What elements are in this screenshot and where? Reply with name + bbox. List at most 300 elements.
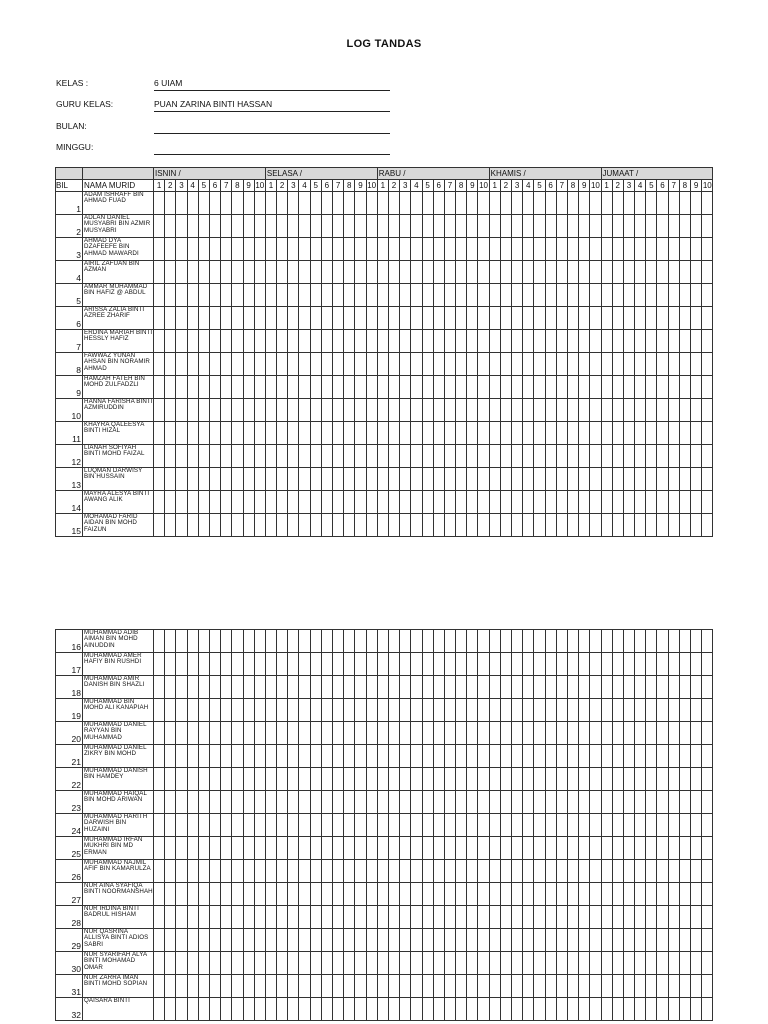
log-cell[interactable] [221,215,232,238]
log-cell[interactable] [388,238,399,261]
log-cell[interactable] [601,261,612,284]
log-cell[interactable] [433,284,444,307]
log-cell[interactable] [333,630,344,653]
log-cell[interactable] [265,376,276,399]
log-cell[interactable] [411,906,422,929]
log-cell[interactable] [601,307,612,330]
log-cell[interactable] [232,192,243,215]
log-cell[interactable] [187,330,198,353]
log-cell[interactable] [579,791,590,814]
log-cell[interactable] [556,676,567,699]
log-cell[interactable] [422,975,433,998]
log-cell[interactable] [545,376,556,399]
log-cell[interactable] [388,791,399,814]
log-cell[interactable] [679,353,690,376]
log-cell[interactable] [500,491,511,514]
log-cell[interactable] [433,399,444,422]
log-cell[interactable] [702,445,713,468]
log-cell[interactable] [344,837,355,860]
log-cell[interactable] [657,814,668,837]
log-cell[interactable] [444,376,455,399]
log-cell[interactable] [456,653,467,676]
log-cell[interactable] [321,975,332,998]
log-cell[interactable] [668,676,679,699]
log-cell[interactable] [243,491,254,514]
log-cell[interactable] [176,445,187,468]
log-cell[interactable] [545,353,556,376]
log-cell[interactable] [456,376,467,399]
log-cell[interactable] [355,883,366,906]
log-cell[interactable] [635,353,646,376]
log-cell[interactable] [209,238,220,261]
log-cell[interactable] [333,238,344,261]
log-cell[interactable] [702,676,713,699]
log-cell[interactable] [176,699,187,722]
log-cell[interactable] [579,399,590,422]
log-cell[interactable] [545,998,556,1021]
log-cell[interactable] [265,284,276,307]
log-cell[interactable] [512,952,523,975]
log-cell[interactable] [221,284,232,307]
log-cell[interactable] [467,468,478,491]
log-cell[interactable] [433,192,444,215]
log-cell[interactable] [467,745,478,768]
log-cell[interactable] [567,745,578,768]
log-cell[interactable] [534,514,545,537]
log-cell[interactable] [668,422,679,445]
log-cell[interactable] [691,468,702,491]
log-cell[interactable] [288,399,299,422]
log-cell[interactable] [590,422,601,445]
log-cell[interactable] [377,353,388,376]
log-cell[interactable] [489,445,500,468]
log-cell[interactable] [500,445,511,468]
log-cell[interactable] [489,330,500,353]
log-cell[interactable] [657,192,668,215]
log-cell[interactable] [388,307,399,330]
log-cell[interactable] [646,814,657,837]
log-cell[interactable] [400,745,411,768]
log-cell[interactable] [534,376,545,399]
log-cell[interactable] [523,998,534,1021]
log-cell[interactable] [265,768,276,791]
log-cell[interactable] [221,745,232,768]
log-cell[interactable] [691,653,702,676]
log-cell[interactable] [422,215,433,238]
log-cell[interactable] [489,653,500,676]
log-cell[interactable] [265,952,276,975]
log-cell[interactable] [579,998,590,1021]
log-cell[interactable] [478,399,489,422]
log-cell[interactable] [198,630,209,653]
log-cell[interactable] [590,330,601,353]
log-cell[interactable] [601,791,612,814]
log-cell[interactable] [277,929,288,952]
log-cell[interactable] [691,791,702,814]
log-cell[interactable] [433,883,444,906]
log-cell[interactable] [321,468,332,491]
log-cell[interactable] [422,399,433,422]
log-cell[interactable] [512,376,523,399]
log-cell[interactable] [623,307,634,330]
log-cell[interactable] [288,215,299,238]
log-cell[interactable] [657,468,668,491]
log-cell[interactable] [668,837,679,860]
log-cell[interactable] [467,814,478,837]
log-cell[interactable] [388,929,399,952]
log-cell[interactable] [221,630,232,653]
log-cell[interactable] [679,998,690,1021]
log-cell[interactable] [366,906,377,929]
log-cell[interactable] [209,653,220,676]
log-cell[interactable] [333,330,344,353]
log-cell[interactable] [456,330,467,353]
log-cell[interactable] [310,745,321,768]
log-cell[interactable] [187,952,198,975]
log-cell[interactable] [388,883,399,906]
log-cell[interactable] [702,745,713,768]
log-cell[interactable] [221,422,232,445]
log-cell[interactable] [444,491,455,514]
log-cell[interactable] [422,906,433,929]
log-cell[interactable] [579,630,590,653]
log-cell[interactable] [388,975,399,998]
log-cell[interactable] [377,468,388,491]
log-cell[interactable] [277,261,288,284]
log-cell[interactable] [422,422,433,445]
log-cell[interactable] [321,883,332,906]
log-cell[interactable] [612,399,623,422]
log-cell[interactable] [534,768,545,791]
log-cell[interactable] [187,284,198,307]
log-cell[interactable] [243,676,254,699]
log-cell[interactable] [288,952,299,975]
log-cell[interactable] [400,768,411,791]
log-cell[interactable] [512,998,523,1021]
log-cell[interactable] [433,929,444,952]
log-cell[interactable] [668,699,679,722]
log-cell[interactable] [657,722,668,745]
log-cell[interactable] [679,883,690,906]
log-cell[interactable] [344,238,355,261]
log-cell[interactable] [400,284,411,307]
log-cell[interactable] [702,906,713,929]
log-cell[interactable] [489,192,500,215]
log-cell[interactable] [657,399,668,422]
log-cell[interactable] [265,261,276,284]
log-cell[interactable] [411,353,422,376]
log-cell[interactable] [657,745,668,768]
log-cell[interactable] [154,215,165,238]
log-cell[interactable] [400,261,411,284]
log-cell[interactable] [612,998,623,1021]
log-cell[interactable] [265,445,276,468]
log-cell[interactable] [590,238,601,261]
log-cell[interactable] [344,514,355,537]
log-cell[interactable] [679,653,690,676]
log-cell[interactable] [344,192,355,215]
log-cell[interactable] [623,445,634,468]
log-cell[interactable] [277,284,288,307]
log-cell[interactable] [601,238,612,261]
log-cell[interactable] [288,791,299,814]
log-cell[interactable] [523,883,534,906]
log-cell[interactable] [377,814,388,837]
log-cell[interactable] [623,952,634,975]
log-cell[interactable] [265,491,276,514]
log-cell[interactable] [512,860,523,883]
log-cell[interactable] [422,837,433,860]
log-cell[interactable] [478,468,489,491]
log-cell[interactable] [355,261,366,284]
log-cell[interactable] [288,284,299,307]
log-cell[interactable] [456,998,467,1021]
log-cell[interactable] [579,491,590,514]
log-cell[interactable] [691,215,702,238]
log-cell[interactable] [478,376,489,399]
log-cell[interactable] [467,330,478,353]
log-cell[interactable] [176,491,187,514]
log-cell[interactable] [456,422,467,445]
log-cell[interactable] [646,261,657,284]
log-cell[interactable] [154,745,165,768]
log-cell[interactable] [646,376,657,399]
log-cell[interactable] [187,906,198,929]
log-cell[interactable] [702,261,713,284]
log-cell[interactable] [489,929,500,952]
log-cell[interactable] [545,653,556,676]
log-cell[interactable] [545,261,556,284]
log-cell[interactable] [288,261,299,284]
log-cell[interactable] [691,975,702,998]
log-cell[interactable] [534,975,545,998]
log-cell[interactable] [646,837,657,860]
log-cell[interactable] [198,791,209,814]
log-cell[interactable] [254,468,265,491]
log-cell[interactable] [556,653,567,676]
log-cell[interactable] [691,837,702,860]
log-cell[interactable] [254,284,265,307]
log-cell[interactable] [344,676,355,699]
log-cell[interactable] [668,491,679,514]
log-cell[interactable] [612,929,623,952]
log-cell[interactable] [612,215,623,238]
log-cell[interactable] [679,330,690,353]
log-cell[interactable] [154,307,165,330]
log-cell[interactable] [702,422,713,445]
log-cell[interactable] [545,975,556,998]
log-cell[interactable] [209,284,220,307]
log-cell[interactable] [489,699,500,722]
log-cell[interactable] [456,491,467,514]
log-cell[interactable] [277,998,288,1021]
log-cell[interactable] [478,261,489,284]
log-cell[interactable] [646,883,657,906]
log-cell[interactable] [277,906,288,929]
log-cell[interactable] [635,676,646,699]
log-cell[interactable] [567,906,578,929]
log-cell[interactable] [691,353,702,376]
log-cell[interactable] [534,445,545,468]
log-cell[interactable] [333,929,344,952]
log-cell[interactable] [411,975,422,998]
log-cell[interactable] [444,630,455,653]
log-cell[interactable] [288,745,299,768]
log-cell[interactable] [590,676,601,699]
log-cell[interactable] [702,514,713,537]
log-cell[interactable] [411,445,422,468]
log-cell[interactable] [310,353,321,376]
log-cell[interactable] [646,468,657,491]
log-cell[interactable] [355,745,366,768]
log-cell[interactable] [523,422,534,445]
log-cell[interactable] [243,860,254,883]
log-cell[interactable] [254,929,265,952]
log-cell[interactable] [277,491,288,514]
log-cell[interactable] [333,837,344,860]
log-cell[interactable] [646,422,657,445]
log-cell[interactable] [489,238,500,261]
log-cell[interactable] [422,653,433,676]
log-cell[interactable] [288,883,299,906]
log-cell[interactable] [344,768,355,791]
log-cell[interactable] [344,699,355,722]
log-cell[interactable] [411,722,422,745]
log-cell[interactable] [635,445,646,468]
log-cell[interactable] [601,284,612,307]
log-cell[interactable] [321,399,332,422]
log-cell[interactable] [344,468,355,491]
log-cell[interactable] [635,491,646,514]
log-cell[interactable] [668,468,679,491]
log-cell[interactable] [198,768,209,791]
log-cell[interactable] [601,399,612,422]
log-cell[interactable] [500,975,511,998]
log-cell[interactable] [433,238,444,261]
log-cell[interactable] [444,445,455,468]
log-cell[interactable] [456,514,467,537]
log-cell[interactable] [221,653,232,676]
log-cell[interactable] [635,722,646,745]
log-cell[interactable] [265,353,276,376]
log-cell[interactable] [635,653,646,676]
log-cell[interactable] [433,514,444,537]
log-cell[interactable] [187,445,198,468]
log-cell[interactable] [534,791,545,814]
log-cell[interactable] [366,491,377,514]
log-cell[interactable] [433,768,444,791]
log-cell[interactable] [444,906,455,929]
log-cell[interactable] [377,929,388,952]
log-cell[interactable] [579,745,590,768]
log-cell[interactable] [657,676,668,699]
log-cell[interactable] [590,653,601,676]
log-cell[interactable] [489,952,500,975]
log-cell[interactable] [556,491,567,514]
log-cell[interactable] [198,975,209,998]
log-cell[interactable] [601,952,612,975]
log-cell[interactable] [612,630,623,653]
log-cell[interactable] [154,860,165,883]
log-cell[interactable] [579,929,590,952]
log-cell[interactable] [277,952,288,975]
log-cell[interactable] [154,975,165,998]
log-cell[interactable] [612,860,623,883]
log-cell[interactable] [523,330,534,353]
log-cell[interactable] [512,399,523,422]
log-cell[interactable] [221,261,232,284]
log-cell[interactable] [691,422,702,445]
log-cell[interactable] [254,860,265,883]
log-cell[interactable] [277,330,288,353]
log-cell[interactable] [467,653,478,676]
log-cell[interactable] [377,215,388,238]
log-cell[interactable] [198,514,209,537]
log-cell[interactable] [377,860,388,883]
log-cell[interactable] [310,514,321,537]
log-cell[interactable] [500,215,511,238]
log-cell[interactable] [176,745,187,768]
log-cell[interactable] [221,445,232,468]
log-cell[interactable] [388,468,399,491]
log-cell[interactable] [489,814,500,837]
log-cell[interactable] [545,860,556,883]
log-cell[interactable] [456,860,467,883]
log-cell[interactable] [265,238,276,261]
log-cell[interactable] [623,722,634,745]
log-cell[interactable] [422,745,433,768]
log-cell[interactable] [702,491,713,514]
log-cell[interactable] [355,768,366,791]
log-cell[interactable] [456,768,467,791]
log-cell[interactable] [232,330,243,353]
log-cell[interactable] [333,215,344,238]
log-cell[interactable] [478,929,489,952]
log-cell[interactable] [377,768,388,791]
log-cell[interactable] [377,192,388,215]
log-cell[interactable] [221,376,232,399]
log-cell[interactable] [422,307,433,330]
log-cell[interactable] [668,215,679,238]
log-cell[interactable] [456,791,467,814]
log-cell[interactable] [556,883,567,906]
log-cell[interactable] [702,192,713,215]
log-cell[interactable] [679,814,690,837]
log-cell[interactable] [523,376,534,399]
log-cell[interactable] [545,330,556,353]
log-cell[interactable] [243,929,254,952]
log-cell[interactable] [388,837,399,860]
log-cell[interactable] [232,630,243,653]
log-cell[interactable] [467,975,478,998]
log-cell[interactable] [691,261,702,284]
log-cell[interactable] [288,238,299,261]
log-cell[interactable] [657,883,668,906]
log-cell[interactable] [567,676,578,699]
log-cell[interactable] [579,676,590,699]
log-cell[interactable] [545,699,556,722]
log-cell[interactable] [567,768,578,791]
log-cell[interactable] [254,192,265,215]
log-cell[interactable] [243,952,254,975]
log-cell[interactable] [299,491,310,514]
log-cell[interactable] [209,699,220,722]
log-cell[interactable] [209,330,220,353]
log-cell[interactable] [590,261,601,284]
log-cell[interactable] [534,814,545,837]
log-cell[interactable] [165,491,176,514]
log-cell[interactable] [422,445,433,468]
